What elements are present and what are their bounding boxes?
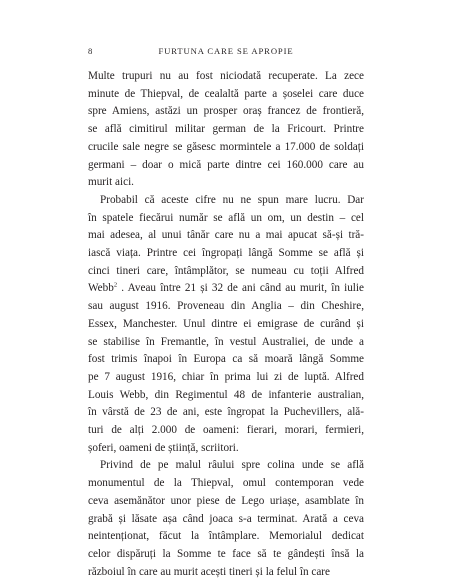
text-line: crucile sale negre se găsesc mormintele a 17.000 de soldați (88, 140, 364, 153)
text-line: monumentul de la Thiepval, omul contemporan vede (88, 477, 364, 490)
page-header (88, 46, 364, 60)
text-line: Probabil că aceste cifre nu ne spun mare lucru. Dar (100, 193, 364, 206)
paragraph (88, 192, 364, 458)
text-line: minute de Thiepval, de cealaltă parte a șoselei care duce (88, 87, 364, 100)
text-line: grabă și lăsate așa când joaca s-a terminat. Arată a ceva (88, 512, 364, 525)
text-line: ceva asemănător unor piese de Lego uriașe, asamblate în (88, 494, 364, 507)
text-line: germani – doar o mică parte dintre cei 160.000 care au (88, 158, 364, 171)
text-line: în spatele fiecărui număr se află un om, un destin – cel (88, 211, 364, 224)
text-line: fost trimis înapoi în Europa ca să moară lângă Somme (88, 353, 364, 366)
text-line: Webb$^2$ . Aveau între 21 și 32 de ani când au murit, în iulie (88, 281, 364, 295)
body-text (88, 68, 364, 581)
text-line: murit aici. (88, 176, 134, 189)
text-line: turi de alți 2.000 de oameni: fierari, morari, fermieri, (88, 424, 364, 437)
text-line: Privind de pe malul râului spre colina unde se află (100, 459, 364, 472)
text-line: se află cimitirul militar german de la Fricourt. Printre (88, 123, 364, 136)
text-line: în vârstă de 23 de ani, este îngropat la Puchevillers, ală- (88, 406, 364, 419)
paragraph (88, 457, 364, 581)
page-number: 8 (88, 46, 94, 56)
text-line: mai adesea, al unui tânăr care nu a mai apucat să-și tră- (88, 229, 364, 242)
text-line: iască viața. Printre cei îngropați lângă Somme se află și (88, 247, 364, 260)
text-line: șoferi, oameni de știință, scriitori. (88, 441, 239, 454)
paragraph (88, 68, 364, 192)
footnote-marker[interactable]: 2 (113, 281, 118, 289)
text-line: se stabilise în Fremantle, în vestul Australiei, de unde a (88, 335, 364, 348)
text-line: cinci tineri care, întâmplător, se numeau cu toții Alfred (88, 264, 364, 277)
text-line: pe 7 august 1916, chiar în prima lui zi de luptă. Alfred (88, 370, 364, 383)
running-head: FURTUNA CARE SE APROPIE (158, 46, 294, 56)
text-line: neintenționat, făcut la întâmplare. Memorialul dedicat (88, 530, 364, 543)
text-line: sau august 1916. Proveneau din Anglia – din Cheshire, (88, 300, 364, 313)
text-line: celor dispăruți la Somme te face să te gândești însă la (88, 547, 364, 560)
text-line: Louis Webb, din Regimentul 48 de infanterie australian, (88, 388, 364, 401)
text-line: războiul în care au murit acești tineri și la felul în care (88, 565, 330, 578)
text-line: Essex, Manchester. Unul dintre ei emigrase de curând și (88, 317, 364, 330)
text-line: Multe trupuri nu au fost niciodată recuperate. La zece (88, 70, 364, 82)
text-line: spre Amiens, astăzi un prosper oraș francez de frontieră, (88, 105, 364, 118)
